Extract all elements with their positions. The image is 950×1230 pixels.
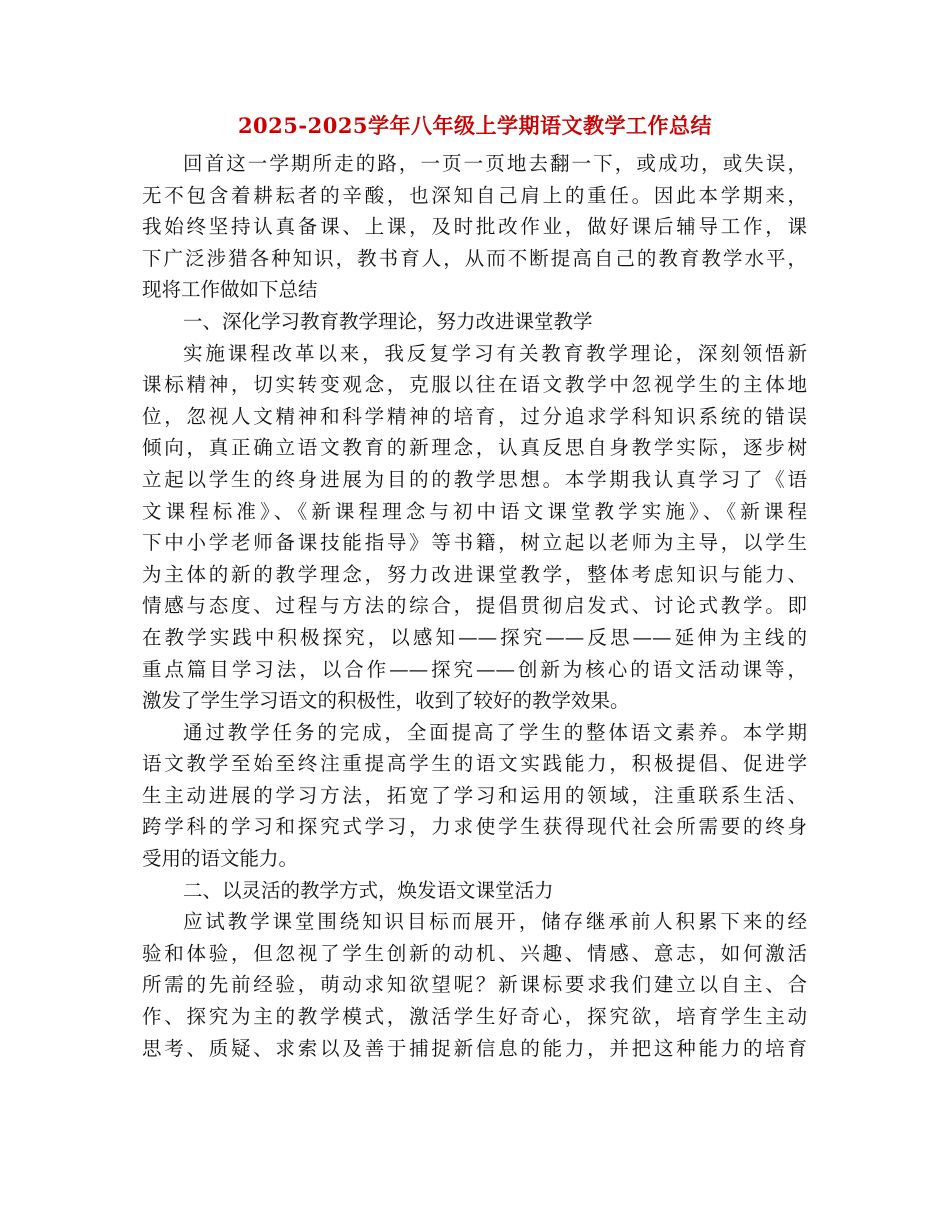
paragraph-line: 验和体验，但忽视了学生创新的动机、兴趣、情感、意志，如何激活 [142,941,807,965]
paragraph-line: 立起以学生的终身进展为目的的教学思想。本学期我认真学习了《语 [142,467,807,491]
paragraph-line: 无不包含着耕耘者的辛酸，也深知自己肩上的重任。因此本学期来， [142,183,807,207]
paragraph-line: 受用的语文能力。 [142,847,299,871]
paragraph-line: 通过教学任务的完成，全面提高了学生的整体语文素养。本学期 [183,720,807,744]
paragraph-line: 重点篇目学习法，以合作——探究——创新为核心的语文活动课等， [142,657,807,681]
paragraph-line: 下中小学老师备课技能指导》等书籍，树立起以老师为主导，以学生 [142,531,807,555]
paragraph-line: 语文教学至始至终注重提高学生的语文实践能力，积极提倡、促进学 [142,752,807,776]
section-heading: 一、深化学习教育教学理论，努力改进课堂教学 [183,309,593,333]
paragraph-line: 在教学实践中积极探究，以感知——探究——反思——延伸为主线的 [142,625,807,649]
paragraph-line: 下广泛涉猎各种知识，教书育人，从而不断提高自己的教育教学水平， [142,246,807,270]
document-title: 2025-2025学年八年级上学期语文教学工作总结 [237,113,713,138]
paragraph-line: 作、探究为主的教学模式，激活学生好奇心，探究欲，培育学生主动 [142,1005,807,1029]
paragraph-line: 生主动进展的学习方法，拓宽了学习和运用的领域，注重联系生活、 [142,783,807,807]
paragraph-line: 情感与态度、过程与方法的综合，提倡贯彻启发式、讨论式教学。即 [142,594,807,618]
paragraph-line: 激发了学生学习语文的积极性，收到了较好的教学效果。 [142,689,630,713]
paragraph-line: 文课程标准》、《新课程理念与初中语文课堂教学实施》、《新课程 [142,499,807,523]
document-body [142,148,807,1064]
paragraph-line: 回首这一学期所走的路，一页一页地去翻一下，或成功，或失误， [183,152,807,175]
paragraph-line: 为主体的新的教学理念，努力改进课堂教学，整体考虑知识与能力、 [142,562,807,586]
section-heading: 二、以灵活的教学方式，焕发语文课堂活力 [183,878,554,902]
paragraph-line: 所需的先前经验，萌动求知欲望呢？新课标要求我们建立以自主、合 [142,973,807,997]
paragraph-line: 位，忽视人文精神和科学精神的培育，过分追求学科知识系统的错误 [142,404,807,428]
paragraph-line: 跨学科的学习和探究式学习，力求使学生获得现代社会所需要的终身 [142,815,807,839]
paragraph-line: 我始终坚持认真备课、上课，及时批改作业，做好课后辅导工作，课 [142,215,807,239]
paragraph-line: 实施课程改革以来，我反复学习有关教育教学理论，深刻领悟新 [183,341,807,365]
paragraph-line: 现将工作做如下总结 [142,278,318,302]
paragraph-line: 课标精神，切实转变观念，克服以往在语文教学中忽视学生的主体地 [142,373,807,397]
paragraph-line: 思考、质疑、求索以及善于捕捉新信息的能力，并把这种能力的培育 [142,1036,807,1060]
paragraph-line: 应试教学课堂围绕知识目标而展开，储存继承前人积累下来的经 [183,910,807,934]
paragraph-line: 倾向，真正确立语文教育的新理念，认真反思自身教学实际，逐步树 [142,436,807,460]
